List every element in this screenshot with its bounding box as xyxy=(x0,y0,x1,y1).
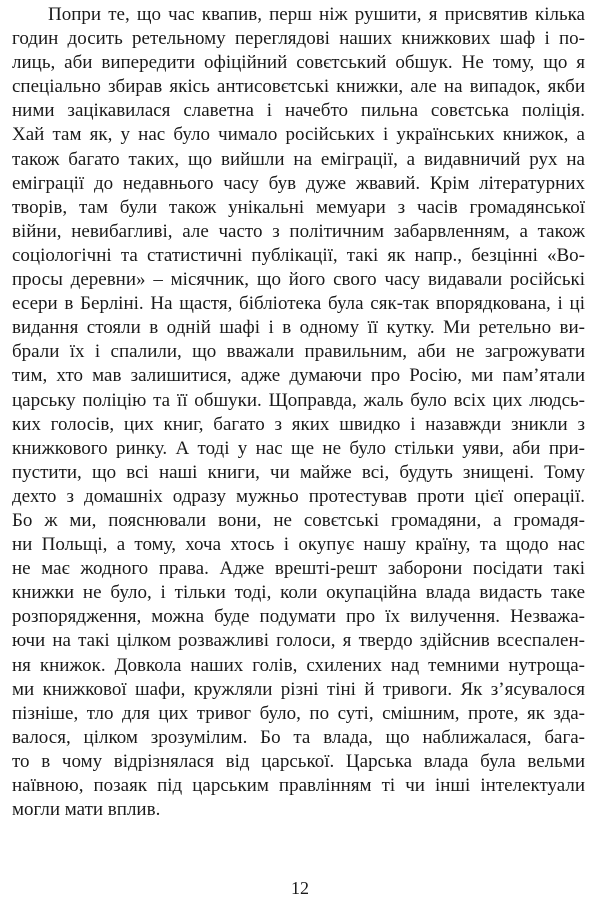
text-line: дехто з домашніх одразу мужньо протестував проти цієї операції. xyxy=(12,485,585,507)
text-line: еміграції до недавнього часу був дуже жвавий. Крім літературних xyxy=(12,172,585,194)
text-line: тим, хто мав залишитися, адже думаючи про Росію, ми пам’ятали xyxy=(12,365,585,387)
text-line: пустити, що всі наші книги, чи майже всі, будуть знищені. Тому xyxy=(12,461,585,483)
text-line: ких голосів, цих книг, багато з яких швидко і назавжди зникли з xyxy=(12,413,585,435)
text-line: наївною, позаяк під царським правлінням ті чи інші інтелектуали xyxy=(12,775,585,796)
text-line: видання стояли в одній шафі і в одному її кутку. Ми ретельно ви- xyxy=(12,317,585,339)
text-line: ни Польщі, а тому, хоча хтось і окупує нашу країну, та щодо нас xyxy=(12,534,585,556)
text-line: соціологічні та статистичні публікації, такі як напр., безцінні «Во- xyxy=(12,244,585,266)
text-line: не має жодного права. Адже врешті-решт заборони посідати такі xyxy=(12,558,585,580)
text-line: ми книжкової шафи, кружляли різні тіні й тривоги. Як з’ясувалося xyxy=(12,678,585,700)
page-number: 12 xyxy=(291,878,309,898)
text-line: творів, там були також унікальні мемуари з часів громадянської xyxy=(12,196,585,218)
text-line: лиць, аби випередити офіційний совєтський обшук. Не тому, що я xyxy=(12,52,585,74)
text-line: Попри те, що час квапив, перш ніж рушити, я присвятив кілька xyxy=(48,4,585,25)
text-line: брали їх і спалили, що вважали правильним, аби не загрожувати xyxy=(12,341,585,363)
text-line: просы деревни» – місячник, що його свого часу видавали російські xyxy=(12,269,585,291)
text-line: царську поліцію та її обшуки. Щоправда, жаль було всіх цих людсь- xyxy=(12,389,585,411)
text-line: ними зацікавилася славетна і начебто пильна совєтська поліція. xyxy=(12,100,585,122)
body-paragraph xyxy=(12,3,585,822)
text-line: розпорядження, можна буде подумати про їх вилучення. Незважа- xyxy=(12,606,585,628)
text-line: книжки не було, і тільки тоді, коли окупаційна влада видасть таке xyxy=(12,582,585,604)
text-line: Хай там як, у нас було чимало російських і українських книжок, а xyxy=(12,124,585,146)
text-line: ня книжок. Довкола наших голів, схилених над темними нутроща- xyxy=(12,654,585,676)
text-line: годин досить ретельному переглядові наших книжкових шаф і по- xyxy=(12,28,585,50)
text-line: також багато таких, що вийшли на еміграції, а видавничий рух на xyxy=(12,148,585,170)
text-line: війни, невибагливі, але часто з політичним забарвленням, а також xyxy=(12,220,585,242)
text-line: книжкового ринку. А тоді у нас ще не було стільки уяви, аби при- xyxy=(12,437,585,459)
text-line: есери в Берліні. На щастя, бібліотека була сяк-так впорядкована, і ці xyxy=(12,293,585,315)
text-line: пізніше, тло для цих тривог було, по суті, смішним, проте, як зда- xyxy=(12,702,585,724)
text-line: ючи на такі цілком розважливі голоси, я твердо здійснив всеспален- xyxy=(12,630,585,652)
text-line: могли мати вплив. xyxy=(12,799,161,821)
text-line: то в чому відрізнялася від царської. Царська влада була вельми xyxy=(12,750,585,772)
text-line: спеціально збирав якісь антисовєтські книжки, але на випадок, якби xyxy=(12,76,585,98)
text-line: Бо ж ми, пояснювали вони, не совєтські громадяни, а громадя- xyxy=(12,509,585,531)
text-line: валося, цілком зрозумілим. Бо та влада, що наближалася, бага- xyxy=(12,726,585,748)
